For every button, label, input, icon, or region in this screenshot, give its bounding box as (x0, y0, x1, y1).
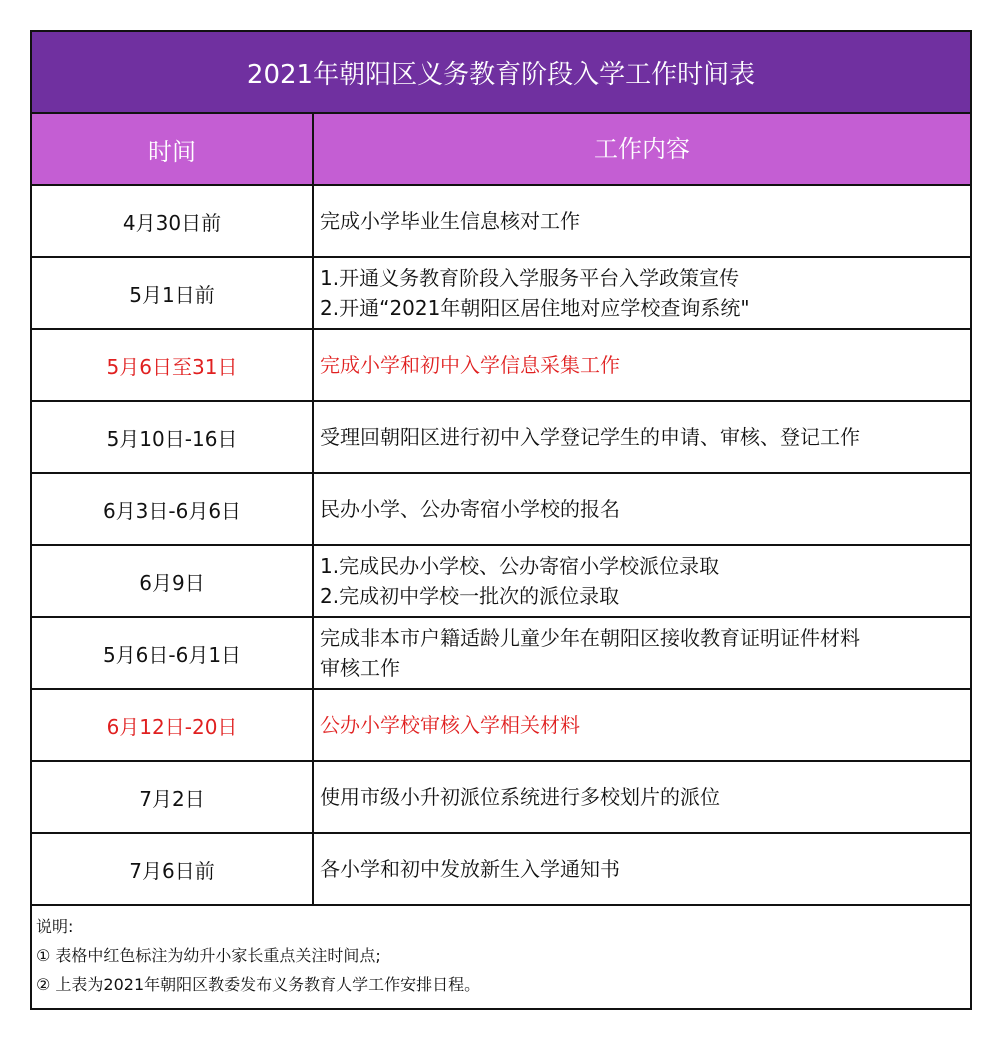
table-body (32, 186, 970, 906)
note-item-2: ② 上表为2021年朝阳区教委发布义务教育人学工作安排日程。 (36, 975, 481, 994)
row-time: 5月6日-6月1日 (32, 618, 314, 688)
work-line: 完成小学和初中入学信息采集工作 (320, 353, 620, 377)
table-row (32, 402, 970, 474)
row-time: 5月1日前 (32, 258, 314, 328)
work-line: 公办小学校审核入学相关材料 (320, 713, 580, 737)
table-row (32, 762, 970, 834)
row-work-content (314, 330, 970, 400)
table-row (32, 258, 970, 330)
work-line: 各小学和初中发放新生入学通知书 (320, 857, 620, 881)
table-row (32, 474, 970, 546)
table-row (32, 330, 970, 402)
row-time: 5月6日至31日 (32, 330, 314, 400)
row-time: 7月2日 (32, 762, 314, 832)
row-work-content (314, 618, 970, 688)
table-row (32, 546, 970, 618)
work-line: 2.完成初中学校一批次的派位录取 (320, 584, 620, 608)
work-line: 使用市级小升初派位系统进行多校划片的派位 (320, 785, 720, 809)
table-title: 2021年朝阳区义务教育阶段入学工作时间表 (32, 32, 970, 114)
table-row (32, 618, 970, 690)
row-work-content (314, 690, 970, 760)
row-work-content (314, 402, 970, 472)
note-item-1: ① 表格中红色标注为幼升小家长重点关注时间点; (36, 946, 381, 965)
row-work-content (314, 186, 970, 256)
work-line: 1.完成民办小学校、公办寄宿小学校派位录取 (320, 554, 720, 578)
row-time: 5月10日-16日 (32, 402, 314, 472)
work-line: 1.开通义务教育阶段入学服务平台入学政策宣传 (320, 266, 740, 290)
row-work-content (314, 834, 970, 904)
row-time: 6月3日-6月6日 (32, 474, 314, 544)
header-time: 时间 (32, 114, 314, 184)
row-work-content (314, 546, 970, 616)
table-header-row (32, 114, 970, 186)
row-work-content (314, 762, 970, 832)
table-row (32, 186, 970, 258)
work-line: 审核工作 (320, 656, 400, 680)
row-time: 6月9日 (32, 546, 314, 616)
row-time: 7月6日前 (32, 834, 314, 904)
work-line: 受理回朝阳区进行初中入学登记学生的申请、审核、登记工作 (320, 425, 860, 449)
work-line: 完成非本市户籍适龄儿童少年在朝阳区接收教育证明证件材料 (320, 626, 860, 650)
notes-heading: 说明: (36, 917, 74, 936)
work-line: 民办小学、公办寄宿小学校的报名 (320, 497, 620, 521)
notes (32, 906, 970, 1005)
table-row (32, 834, 970, 906)
row-time: 4月30日前 (32, 186, 314, 256)
schedule-table (30, 30, 972, 1010)
row-work-content (314, 258, 970, 328)
header-work-content: 工作内容 (594, 135, 690, 163)
row-time: 6月12日-20日 (32, 690, 314, 760)
work-line: 2.开通“2021年朝阳区居住地对应学校查询系统" (320, 296, 750, 320)
work-line: 完成小学毕业生信息核对工作 (320, 209, 580, 233)
table-row (32, 690, 970, 762)
row-work-content (314, 474, 970, 544)
